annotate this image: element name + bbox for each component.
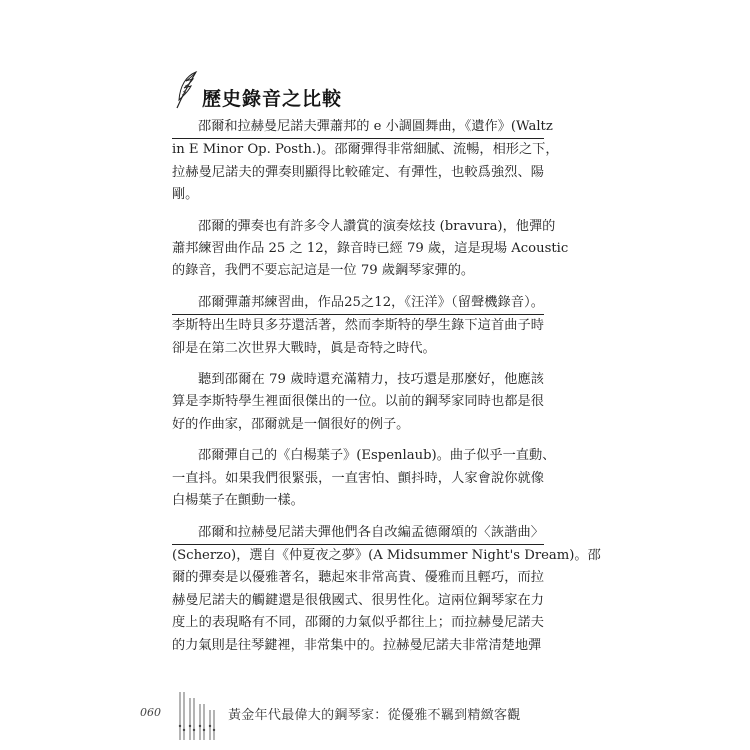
text-line: 赫曼尼諾夫的觸鍵還是很俄國式、很男性化。這兩位鋼琴家在力: [172, 592, 544, 608]
paragraph: [172, 445, 556, 512]
paragraph: [172, 292, 544, 360]
text-line: 聽到邵爾在 79 歲時還充滿精力，技巧還是那麼好，他應該: [198, 372, 544, 388]
text-line: 卻是在第二次世界大戰時，眞是奇特之時代。: [172, 340, 436, 356]
text-line: 邵爾彈自己的《白楊葉子》(Espenlaub)。曲子似乎一直動、: [198, 448, 556, 464]
text-line: 邵爾的彈奏也有許多令人讚賞的演奏炫技 (bravura)，他彈的: [198, 218, 556, 234]
text-line: 邵爾彈蕭邦練習曲，作品25之12，《汪洋》（留聲機錄音）。: [172, 292, 544, 315]
paragraph: [172, 522, 601, 657]
piano-strings-icon: [174, 690, 222, 740]
text-line: 算是李斯特學生裡面很傑出的一位。以前的鋼琴家同時也都是很: [172, 394, 544, 410]
page-number: 060: [140, 706, 161, 719]
text-line: 的錄音，我們不要忘記這是一位 79 歲鋼琴家彈的。: [172, 263, 475, 279]
paragraph: [172, 116, 559, 207]
text-line: 好的作曲家，邵爾就是一個很好的例子。: [172, 416, 410, 432]
text-line: 一直抖。如果我們很緊張，一直害怕、顫抖時，人家會說你就像: [172, 470, 544, 486]
text-line: 度上的表現略有不同，邵爾的力氣似乎都往上；而拉赫曼尼諾夫: [172, 615, 544, 631]
text-line: 白楊葉子在顫動一樣。: [172, 493, 304, 509]
paragraph: [172, 369, 544, 436]
text-line: (Scherzo)，選自《仲夏夜之夢》(A Midsummer Night's Dream)。邵: [172, 547, 601, 563]
text-line: 邵爾和拉赫曼尼諾夫彈他們各自改編孟德爾頌的〈詼諧曲〉: [172, 522, 544, 545]
feather-quill-icon: [174, 70, 200, 110]
text-line: 剛。: [172, 187, 199, 203]
text-line: 爾的彈奏是以優雅著名，聽起來非常高貴、優雅而且輕巧，而拉: [172, 570, 544, 586]
text-line: 拉赫曼尼諾夫的彈奏則顯得比較確定、有彈性，也較爲強烈、陽: [172, 164, 544, 180]
text-line: 邵爾和拉赫曼尼諾夫彈蕭邦的 e 小調圓舞曲，《遺作》(Waltz: [172, 116, 544, 139]
book-title: 黃金年代最偉大的鋼琴家：從優雅不羈到精緻客觀: [228, 708, 521, 723]
text-line: 的力氣則是往琴鍵裡，非常集中的。拉赫曼尼諾夫非常清楚地彈: [172, 637, 542, 653]
text-line: 蕭邦練習曲作品 25 之 12，錄音時已經 79 歲，這是現場 Acoustic: [172, 241, 569, 257]
body-text: [172, 116, 601, 666]
section-title: 歷史錄音之比較: [202, 88, 343, 110]
text-line: 李斯特出生時貝多芬還活著，然而李斯特的學生錄下這首曲子時: [172, 318, 544, 334]
text-line: in E Minor Op. Posth.)。邵爾彈得非常細膩、流暢，相形之下，: [172, 142, 559, 158]
paragraph: [172, 216, 569, 283]
